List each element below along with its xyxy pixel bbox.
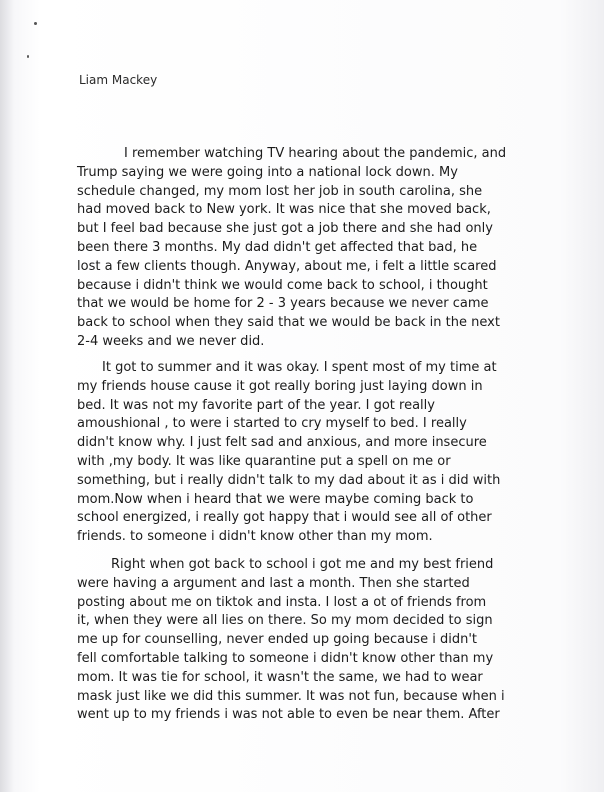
text-line: bed. It was not my favorite part of the year. I got really xyxy=(77,397,435,413)
text-line: friends. to someone i didn't know other than my mom. xyxy=(77,529,433,545)
text-line: Right when got back to school i got me and my best friend xyxy=(111,557,494,572)
text-line: been there 3 months. My dad didn't get affected that bad, he xyxy=(77,239,478,255)
text-line: back to school when they said that we would be back in the next xyxy=(77,315,500,331)
text-line: Trump saying we were going into a national lock down. My xyxy=(77,164,458,180)
text-line: school energized, i really got happy that i would see all of other xyxy=(77,510,492,526)
text-line: I remember watching TV hearing about the pandemic, and xyxy=(124,146,507,161)
text-line: but I feel bad because she just got a job there and she had only xyxy=(77,221,493,237)
text-line: mask just like we did this summer. It was not fun, because when i xyxy=(77,688,505,704)
paragraph-1 xyxy=(77,145,557,352)
paragraph-2 xyxy=(77,359,557,547)
text-line: it, when they were all lies on there. So my mom decided to sign xyxy=(77,613,493,629)
scan-speck xyxy=(27,55,29,58)
paragraph-3 xyxy=(77,556,557,725)
text-line: lost a few clients though. Anyway, about me, i felt a little scared xyxy=(77,258,497,274)
text-line: 2-4 weeks and we never did. xyxy=(77,333,265,349)
text-line: went up to my friends i was not able to even be near them. After xyxy=(77,707,500,723)
text-line: were having a argument and last a month. Then she started xyxy=(77,575,470,591)
text-line: mom. It was tie for school, it wasn't the same, we had to wear xyxy=(77,669,483,685)
text-line: my friends house cause it got really boring just laying down in xyxy=(77,378,483,394)
text-line: mom.Now when i heard that we were maybe coming back to xyxy=(77,491,474,507)
text-line: didn't know why. I just felt sad and anxious, and more insecure xyxy=(77,435,487,451)
text-line: schedule changed, my mom lost her job in south carolina, she xyxy=(77,183,483,199)
text-line: that we would be home for 2 - 3 years because we never came xyxy=(77,296,489,312)
text-line: had moved back to New york. It was nice that she moved back, xyxy=(77,202,491,218)
text-line: fell comfortable talking to someone i didn't know other than my xyxy=(77,650,494,666)
text-line: something, but i really didn't talk to my dad about it as i did with xyxy=(77,472,501,488)
text-line: It got to summer and it was okay. I spent most of my time at xyxy=(102,360,497,375)
text-line: with ,my body. It was like quarantine put a spell on me or xyxy=(77,453,451,469)
scan-speck xyxy=(34,22,37,25)
text-line: because i didn't think we would come back to school, i thought xyxy=(77,277,488,293)
text-line: amoushional , to were i started to cry myself to bed. I really xyxy=(77,416,467,432)
text-line: posting about me on tiktok and insta. I lost a ot of friends from xyxy=(77,594,487,610)
author-name: Liam Mackey xyxy=(79,73,158,87)
text-line: me up for counselling, never ended up going because i didn't xyxy=(77,632,477,648)
